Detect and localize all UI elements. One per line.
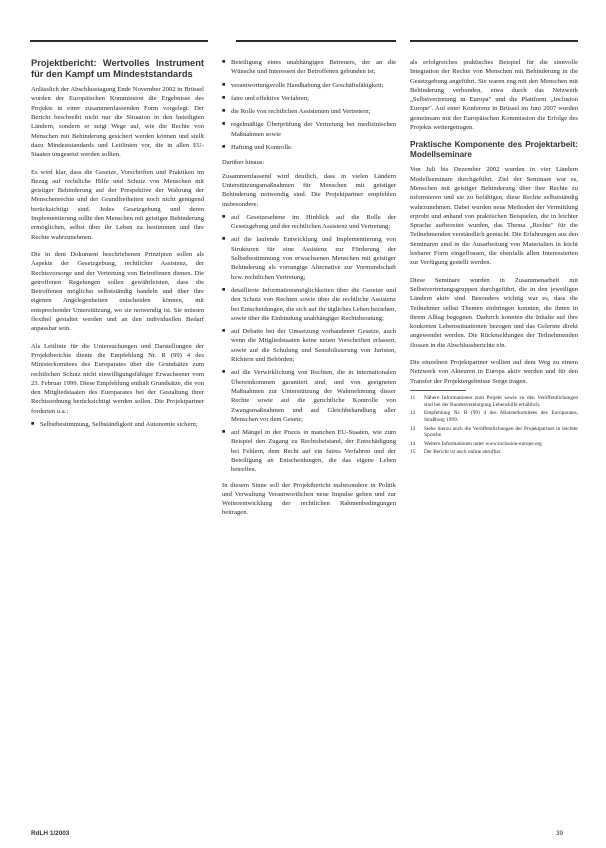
footnote-list [410,395,578,456]
footnote-number: 13 [410,425,416,432]
footnote [410,426,578,440]
paragraph: Von Juli bis Dezember 2002 wurden in vier Ländern Modellseminare durchgeführt. Ziel der Seminare war es, Menschen mit geistiger Behinderung über ihre Rechte zu informieren und sie zu befähigen, diese Rechte selbstständig wahrzunehmen. Dabei wurden neue Methoden der Vermittlung erprobt und anhand von praktischen Beispielen, die in leichter Sprache aufbereitet wurden, das Thema „Rechte" für die Teilnehmenden verständlich gemacht. Die Erfahrungen aus den Seminaren sind in die Ausarbeitung von Materialien in leicht lesbarer Form eingeflossen, die ebenfalls allen Interessierten zur Verfügung gestellt werden. [410,166,578,267]
list-item: ■ die Rolle von rechtlichen Assistenten und Vertretern; [222,107,396,116]
footnote-number: 14 [410,440,416,447]
paragraph: Die einzelnen Projektpartner wollten auf dem Weg zu einem Netzwerk von Akteuren in Europa aktiv werden und für den Transfer der Projektergebnisse Sorge tragen. [410,359,578,385]
footnote-text: Der Bericht ist auch online abrufbar. [424,449,502,456]
paragraph: Es wird klar, dass die Gesetze, Vorschriften und Praktiken im Bezug auf rechtliche Hilfe und Schutz von Menschen mit geistiger Behinderung auf der Prespektive der Wahrung der Menschenrechte und der Grundfreiheiten noch nicht genügend berücksichtigt sind. Jedes Gesetzgebung und deren Implementierung sollte den Menschen mit geistiger Behinderung ermöglichen, selbst über ihr Leben zu bestimmen und ihre Rechte wahrzunehmen. [31,168,204,241]
paragraph: In diesem Sinne soll der Projektbericht insbesondere in Politik und Verwaltung Verantwortlichen neue Impulse geben und zur Weiterentwicklung der rechtlichen Rahmenbedingungen beitragen. [222,481,396,517]
page-number: 39 [556,830,564,837]
intro-label: Darüber hinaus: [222,159,265,167]
left-column [31,58,204,435]
list-item: ■ detaillierte Informationsmöglichkeiten über die Gesetze und den Schutz von Rechten sowie über die rechtliche Assistenz bei Entscheidungen, die sich auf ihr tägliches Leben beziehen, sowie über die Einbindung unabhängiger Rechtsberatung; [222,286,396,323]
paragraph: Als Leitlinie für die Untersuchungen und Darstellungen der Projektberichte diente die Empfehlung Nr. R (99) 4 des Ministerkomitees des Europarates über die Grundsätze zum rechtlichen Schutz nicht einwilligungsfähiger Erwachsener vom 23. Februar 1999. Diese Empfehlung enthält Grundsätze, die von den Mitgliedstaaten des Europarates bei der Gestaltung ihrer Rechtsordnung berücksichtigt werden sollen. Die Projektpartner forderten u.a.: [31,342,204,415]
section-heading-modellseminare: Praktische Komponente des Projektarbeit: Modellseminare [410,140,578,160]
footnote [410,410,578,424]
bullet-list [222,213,396,475]
footnote [410,449,578,456]
list-item: ■ regelmäßige Überprüfung der Vertretung bei medizinischen Maßnahmen sowie [222,120,396,139]
paragraph: Diese Seminare wurden in Zusammenarbeit mit Selbstvertretungsgruppen durchgeführt, die in den jeweiligen Ländern aktiv sind. Besonders wichtig war es, dass die Teilnehmer selbst Themen einbringen konnten, die ihnen in ihrem Alltag begegnen. Dadurch konnten die Inhalte auf ihre konkreten Lebenssituationen bezogen und das Gelernte direkt angewendet werden. Die Rückmeldungen der Teilnehmenden flossen in die Abschlussberichte ein. [410,276,578,349]
list-item: ■ Haftung und Kontrolle. [222,143,396,152]
list-item: ■ Beteiligung eines unabhängigen Betreuers, der an die Wünsche und Interessen der Betroffenen gebunden ist; [222,58,396,77]
bullet-list [222,58,396,152]
right-column [410,58,578,458]
top-rule-left [30,40,208,42]
paragraph: Zusammenfassend wird deutlich, dass in vielen Ländern Unterstützungsmaßnahmen für Menschen mit geistiger Behinderung notwendig sind. Die Projektpartner empfehlen insbesondere: [222,172,396,208]
list-item: ■ auf die laufende Entwicklung und Implementierung von Strukturen für eine Assistenz zur Förderung der Selbstbestimmung von erwachsenen Menschen mit geistiger Behinderung als vorrangige Alternative zur Vormundschaft bzw. rechtlichen Vertretung; [222,235,396,281]
footnote-number: 12 [410,410,416,417]
middle-column [222,58,396,526]
list-item: ■ auf Mängel in der Praxis in manchen EU-Staaten, wie zum Beispiel den Zugang zu Rechtsbeistand, der Entschädigung bei Fehlern, dem Recht auf ein faires Verfahren und der Beteiligung an Entscheidungen, die das eigene Leben betreffen. [222,428,396,474]
footnote-divider [410,390,466,391]
list-item: ■ auf Gesetzesebene im Hinblick auf die Rolle der Gesetzgebung und der rechtlichen Assistenz und Vertretung; [222,213,396,232]
footnote-text: Empfehlung Nr. R (99) 4 des Ministerkomitees des Europarates, Straßburg 1999. [424,410,578,424]
footnote-text: Nähere Informationen zum Projekt sowie zu den Veröffentlichungen sind bei der Bundesvereinigung Lebenshilfe erhältlich. [424,394,578,408]
top-rule-right [410,40,578,42]
footnote [410,395,578,409]
list-item: ■ faire und effektive Verfahren; [222,94,396,103]
bullet-list [31,420,204,429]
footnote [410,441,578,448]
list-item: ■ verantwortungsvolle Handhabung der Geschäftsfähigkeit; [222,81,396,90]
footer-publication: RdLH 1/2003 [31,830,70,837]
footnote-number: 11 [410,394,416,401]
footnote-text: Weitere Informationen unter www.inclusion-europe.org [424,440,542,447]
paragraph: Die in dem Dokument beschriebenen Prinzipien sollen als Aspekte der Gesetzgebung, rechtlicher Assistenz, der Rechtsvorsorge und der Vertretung von Betroffenen dienen. Die getroffenen Regelungen sollen gewährleisten, dass die Betroffenen möglichst selbstständig handeln und über ihre eigenen Angelegenheiten entscheiden können, mit entsprechender Unterstützung, wo sie notwendig ist. Sie müssen flexibel gestaltet werden und an den individuellen Bedarf anpassbar sein. [31,250,204,333]
footnote-text: Siehe hierzu auch die Veröffentlichungen der Projektpartner in leichter Sprache. [424,425,578,439]
list-item: ■ Selbstbestimmung, Selbständigkeit und Autonomie sichern; [31,420,204,429]
paragraph: als erfolgreiches praktisches Beispiel für die sinnvolle Integration der Rechte von Menschen mit Behinderung in die Gesetzgebung angeführt. Sie waren eng mit den Menschen mit Behinderung verbunden, etwa durch das Netzwerk „Selbstvertretung in Europa" und die Plattform „Inclusion Europe". Auf einer Konferenz in Brüssel im Juni 2007 wurden gemeinsam mit der Europäischen Kommission die Erfolge des Projekts weitergetragen. [410,59,578,132]
footnote-number: 15 [410,449,416,456]
top-rule-middle [236,40,396,42]
paragraph: Anlässlich der Abschlusstagung Ende November 2002 in Brüssel wurden der Europäischen Kommission die Ergebnisse des Projekts in einer zusammenfassenden Form vorgelegt. Der Bericht beschreibt nicht nur die Situation in den beteiligten Ländern, sondern er zeigt Wege auf, wie die Rechte von Menschen mit Behinderung gesichert werden können und stellt dazu Mindeststandards und Leitlinien vor, die in allen EU-Staaten umgesetzt werden sollten. [31,86,204,159]
list-item: ■ auf Debatte bei der Umsetzung vorhandener Gesetze, auch wenn die Mitgliedstaaten keine neuen Vorschriften erlassen, sowie auf die Schulung und Sensibilisierung von Juristen, Richtern und Behörden; [222,327,396,364]
section-heading-projektbericht: Projektbericht: Wertvolles Instrument für den Kampf um Mindeststandards [31,58,204,79]
list-item: ■ auf die Verwirklichung von Rechten, die in internationalen Übereinkommen garantiert sind, und von geeigneten Maßnahmen zur Unterstützung der Wahrnehmung dieser Rechte sowie auf die gerichtliche Kontrolle von Zwangsmaßnahmen und auf Gleichbehandlung aller Menschen vor dem Gesetz; [222,368,396,424]
